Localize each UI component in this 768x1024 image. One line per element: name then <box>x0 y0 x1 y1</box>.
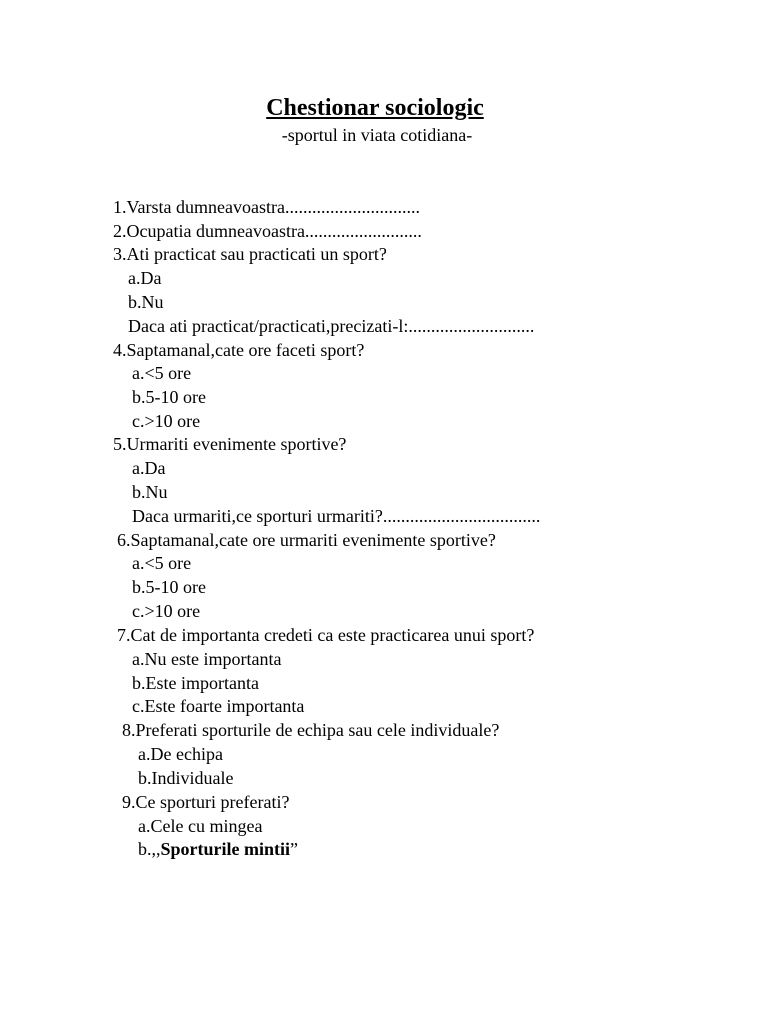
question-4-option-a: a.<5 ore <box>132 363 192 383</box>
document-title: Chestionar sociologic <box>266 95 484 121</box>
question-6-option-b: b.5-10 ore <box>132 577 206 597</box>
question-4-option-c: c.>10 ore <box>132 411 201 431</box>
question-9-option-b <box>138 838 298 860</box>
question-3-followup: Daca ati practicat/practicati,precizati-l:............................ <box>128 316 535 336</box>
document-subtitle: -sportul in viata cotidiana- <box>281 125 473 145</box>
question-6-option-c: c.>10 ore <box>132 601 201 621</box>
question-2: 2.Ocupatia dumneavoastra.......................... <box>113 221 422 241</box>
question-7-option-a: a.Nu este importanta <box>132 649 282 669</box>
question-4: 4.Saptamanal,cate ore faceti sport? <box>113 340 365 360</box>
question-9-option-b-prefix: b.,, <box>138 839 161 859</box>
question-7-option-b: b.Este importanta <box>132 673 259 693</box>
question-6: 6.Saptamanal,cate ore urmariti evenimente sportive? <box>117 530 496 550</box>
question-5-option-a: a.Da <box>132 458 166 478</box>
question-7-option-c: c.Este foarte importanta <box>132 696 305 716</box>
question-3-option-a: a.Da <box>128 268 162 288</box>
question-4-option-b: b.5-10 ore <box>132 387 206 407</box>
question-5: 5.Urmariti evenimente sportive? <box>113 434 347 454</box>
question-6-option-a: a.<5 ore <box>132 553 192 573</box>
question-5-followup: Daca urmariti,ce sporturi urmariti?................................... <box>132 506 541 526</box>
question-9-option-a: a.Cele cu mingea <box>138 816 263 836</box>
question-3: 3.Ati practicat sau practicati un sport? <box>113 244 387 264</box>
question-8-option-b: b.Individuale <box>138 768 234 788</box>
question-8: 8.Preferati sporturile de echipa sau cele individuale? <box>122 720 500 740</box>
question-3-option-b: b.Nu <box>128 292 164 312</box>
question-9: 9.Ce sporturi preferati? <box>122 792 290 812</box>
question-5-option-b: b.Nu <box>132 482 168 502</box>
question-9-option-b-bold: Sporturile mintii <box>160 839 290 859</box>
question-8-option-a: a.De echipa <box>138 744 223 764</box>
question-1: 1.Varsta dumneavoastra.............................. <box>113 197 420 217</box>
question-7: 7.Cat de importanta credeti ca este practicarea unui sport? <box>117 625 535 645</box>
question-9-option-b-suffix: ” <box>290 839 298 859</box>
